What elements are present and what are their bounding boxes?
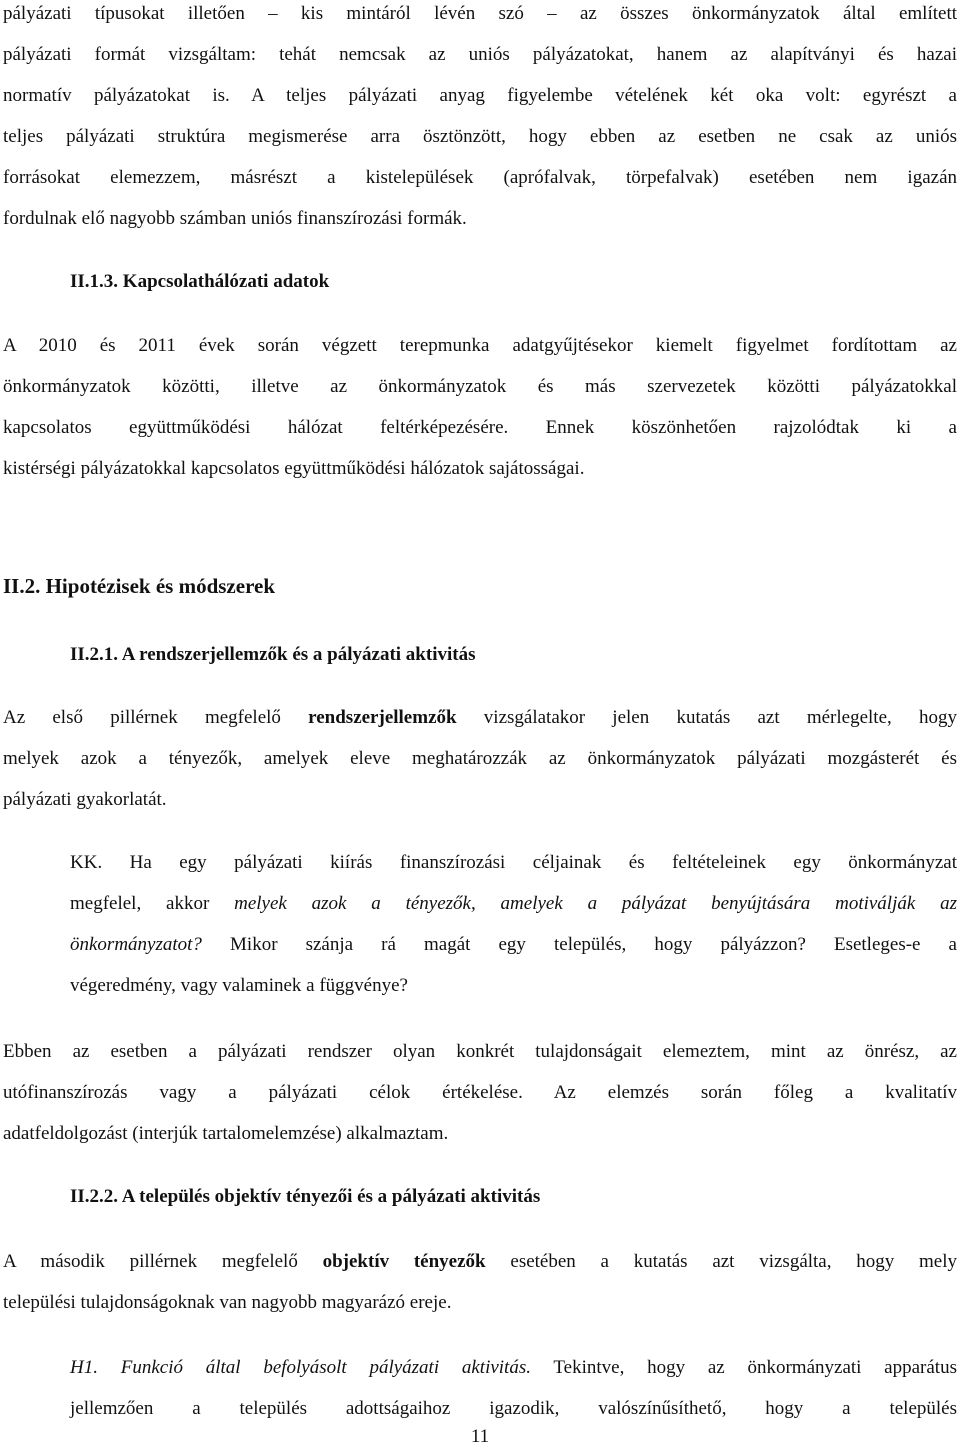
text-line xyxy=(3,706,957,730)
text-line xyxy=(3,1250,957,1274)
text-line: teljes pályázati struktúra megismerése arra ösztönzött, hogy ebben az esetben ne csak az uniós xyxy=(3,126,957,147)
text-line: Ebben az esetben a pályázati rendszer olyan konkrét tulajdonságait elemeztem, mint az önrész, az xyxy=(3,1041,957,1062)
section-heading: II.2.1. A rendszerjellemzők és a pályázati aktivitás xyxy=(70,644,476,665)
text-line: települési tulajdonságoknak van nagyobb magyarázó ereje. xyxy=(3,1292,452,1313)
bold-term: rendszerjellemzők xyxy=(308,707,457,728)
text-line: utófinanszírozás vagy a pályázati célok értékelése. Az elemzés során főleg a kvalitatív xyxy=(3,1082,957,1103)
section-heading: II.1.3. Kapcsolathálózati adatok xyxy=(70,271,330,292)
text-line: forrásokat elemezzem, másrészt a kistelepülések (aprófalvak, törpefalvak) esetében nem igazán xyxy=(3,167,957,188)
text-line: pályázati formát vizsgáltam: tehát nemcsak az uniós pályázatokat, hanem az alapítványi és hazai xyxy=(3,44,957,65)
text-line: fordulnak elő nagyobb számban uniós finanszírozási formák. xyxy=(3,208,467,229)
text-line xyxy=(70,892,957,916)
text-line xyxy=(70,1356,957,1380)
text-line: KK. Ha egy pályázati kiírás finanszírozási céljainak és feltételeinek egy önkormányzat xyxy=(70,852,957,873)
italic-text: H1. Funkció által befolyásolt pályázati aktivitás. xyxy=(70,1357,531,1378)
text-line: normatív pályázatokat is. A teljes pályázati anyag figyelembe vételének két oka volt: egyrészt a xyxy=(3,85,957,106)
page-number: 11 xyxy=(470,1426,490,1447)
text-line: kapcsolatos együttműködési hálózat feltérképezésére. Ennek köszönhetően rajzolódtak ki a xyxy=(3,417,957,438)
italic-text: önkormányzatot? xyxy=(70,934,202,955)
text-line: pályázati típusokat illetően – kis mintáról lévén szó – az összes önkormányzatok által említett xyxy=(3,3,957,24)
section-heading: II.2.2. A település objektív tényezői és a pályázati aktivitás xyxy=(70,1186,541,1207)
chapter-heading: II.2. Hipotézisek és módszerek xyxy=(3,574,276,598)
italic-text: melyek azok a tényezők, amelyek a pályázat benyújtására motiválják az xyxy=(234,893,957,914)
bold-term: objektív tényezők xyxy=(322,1251,486,1272)
text-line: végeredmény, vagy valaminek a függvénye? xyxy=(70,975,408,996)
text-span: Tekintve, hogy az önkormányzati apparátus xyxy=(530,1357,957,1378)
text-span: Az első pillérnek megfelelő xyxy=(3,707,309,728)
text-span: vizsgálatakor jelen kutatás azt mérlegelte, hogy xyxy=(456,707,957,728)
text-line: melyek azok a tényezők, amelyek eleve meghatározzák az önkormányzatok pályázati mozgásterét és xyxy=(3,748,957,769)
text-span: esetében a kutatás azt vizsgálta, hogy mely xyxy=(485,1251,958,1272)
text-span: Mikor szánja rá magát egy település, hogy pályázzon? Esetleges-e a xyxy=(201,934,957,955)
text-span: A második pillérnek megfelelő xyxy=(3,1251,323,1272)
text-span: megfelel, akkor xyxy=(70,893,235,914)
text-line: pályázati gyakorlatát. xyxy=(3,789,167,810)
text-line: A 2010 és 2011 évek során végzett terepmunka adatgyűjtésekor kiemelt figyelmet fordítottam az xyxy=(3,335,957,356)
text-line xyxy=(70,933,957,957)
text-line: adatfeldolgozást (interjúk tartalomelemzése) alkalmaztam. xyxy=(3,1123,449,1144)
text-line: kistérségi pályázatokkal kapcsolatos együttműködési hálózatok sajátosságai. xyxy=(3,458,585,479)
text-line: jellemzően a település adottságaihoz igazodik, valószínűsíthető, hogy a település xyxy=(70,1398,957,1419)
text-line: önkormányzatok közötti, illetve az önkormányzatok és más szervezetek közötti pályázatokkal xyxy=(3,376,957,397)
